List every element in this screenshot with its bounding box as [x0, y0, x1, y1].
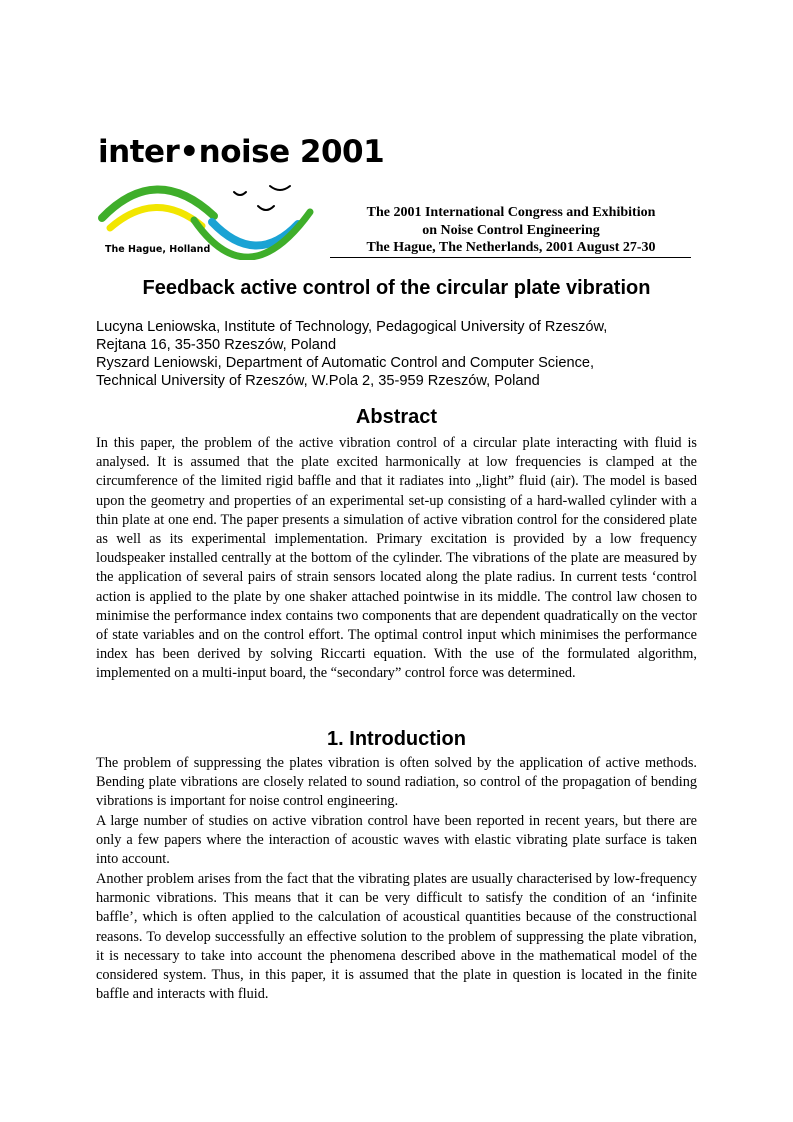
- introduction-paragraph-2: A large number of studies on active vibration control have been reported in recent years, but there are only a few papers where the interaction of acoustic waves with elastic vibrating plate surface is taken into account.: [96, 813, 697, 868]
- congress-line-1: The 2001 International Congress and Exhibition: [366, 205, 656, 220]
- conference-logo: [98, 132, 385, 260]
- header-divider: [330, 257, 691, 258]
- logo-tagline: The Hague, Holland: [105, 244, 211, 255]
- congress-line-2: on Noise Control Engineering: [422, 222, 600, 238]
- congress-line-3: The Hague, The Netherlands, 2001 August 27-30: [366, 240, 656, 255]
- abstract-text: In this paper, the problem of the active vibration control of a circular plate interacting with fluid is analysed. It is assumed that the plate excited harmonically at low frequencies is clamped at the circumference of the limited rigid baffle and that it radiates into „light” fluid (air). The model is based upon the geometry and properties of an experimental set-up consisting of a hard-walled cylinder with a thin plate at one end. The paper presents a simulation of active vibration control for the considered plate as well as its experimental implementation. Primary excitation is provided by a low frequency loudspeaker installed centrally at the bottom of the cylinder. The vibrations of the plate are measured by the application of several pairs of strain sensors located along the plate radius. In current tests ‘control action is applied to the plate by one shaker attached pointwise in its middle. The control law chosen to minimise the performance index contains two components that are dependent quadratically on the vector of state variables and on the control effort. The optimal control input which minimises the performance index has been derived by solving Riccarti equation. With the use of the formulated algorithm, implemented on a multi-input board, the “secondary” control force was determined.: [96, 435, 697, 682]
- introduction-paragraph-1: The problem of suppressing the plates vibration is often solved by the application of active methods. Bending plate vibrations are closely related to sound radiation, so control of the propagation of bending vibrations is important for noise control engineering.: [96, 755, 697, 810]
- logo-wordmark: inter•noise 2001: [98, 134, 385, 170]
- abstract-heading: Abstract: [355, 406, 438, 428]
- author-line: Technical University of Rzeszów, W.Pola 2, 35-959 Rzeszów, Poland: [96, 373, 540, 389]
- author-line: Ryszard Leniowski, Department of Automatic Control and Computer Science,: [96, 355, 595, 371]
- introduction-heading: 1. Introduction: [327, 728, 466, 750]
- paper-title: Feedback active control of the circular plate vibration: [142, 277, 651, 299]
- author-block: [96, 318, 706, 390]
- author-line: Lucyna Leniowska, Institute of Technology, Pedagogical University of Rzeszów,: [96, 319, 608, 335]
- author-line: Rejtana 16, 35-350 Rzeszów, Poland: [96, 337, 337, 353]
- congress-header: [326, 204, 696, 257]
- introduction-paragraph-3: Another problem arises from the fact that the vibrating plates are usually characterised by low-frequency harmonic vibrations. This means that it can be very difficult to satisfy the condition of an ‘infinite baffle’, which is often applied to the calculation of acoustical quantities because of the constructional reasons. To develop successfully an effective solution to the problem of suppressing the plate vibration, it is necessary to take into account the phenomena described above in the mathematical model of the considered system. Thus, in this paper, it is assumed that the plate in question is located in the finite baffle and interacts with fluid.: [96, 871, 697, 1003]
